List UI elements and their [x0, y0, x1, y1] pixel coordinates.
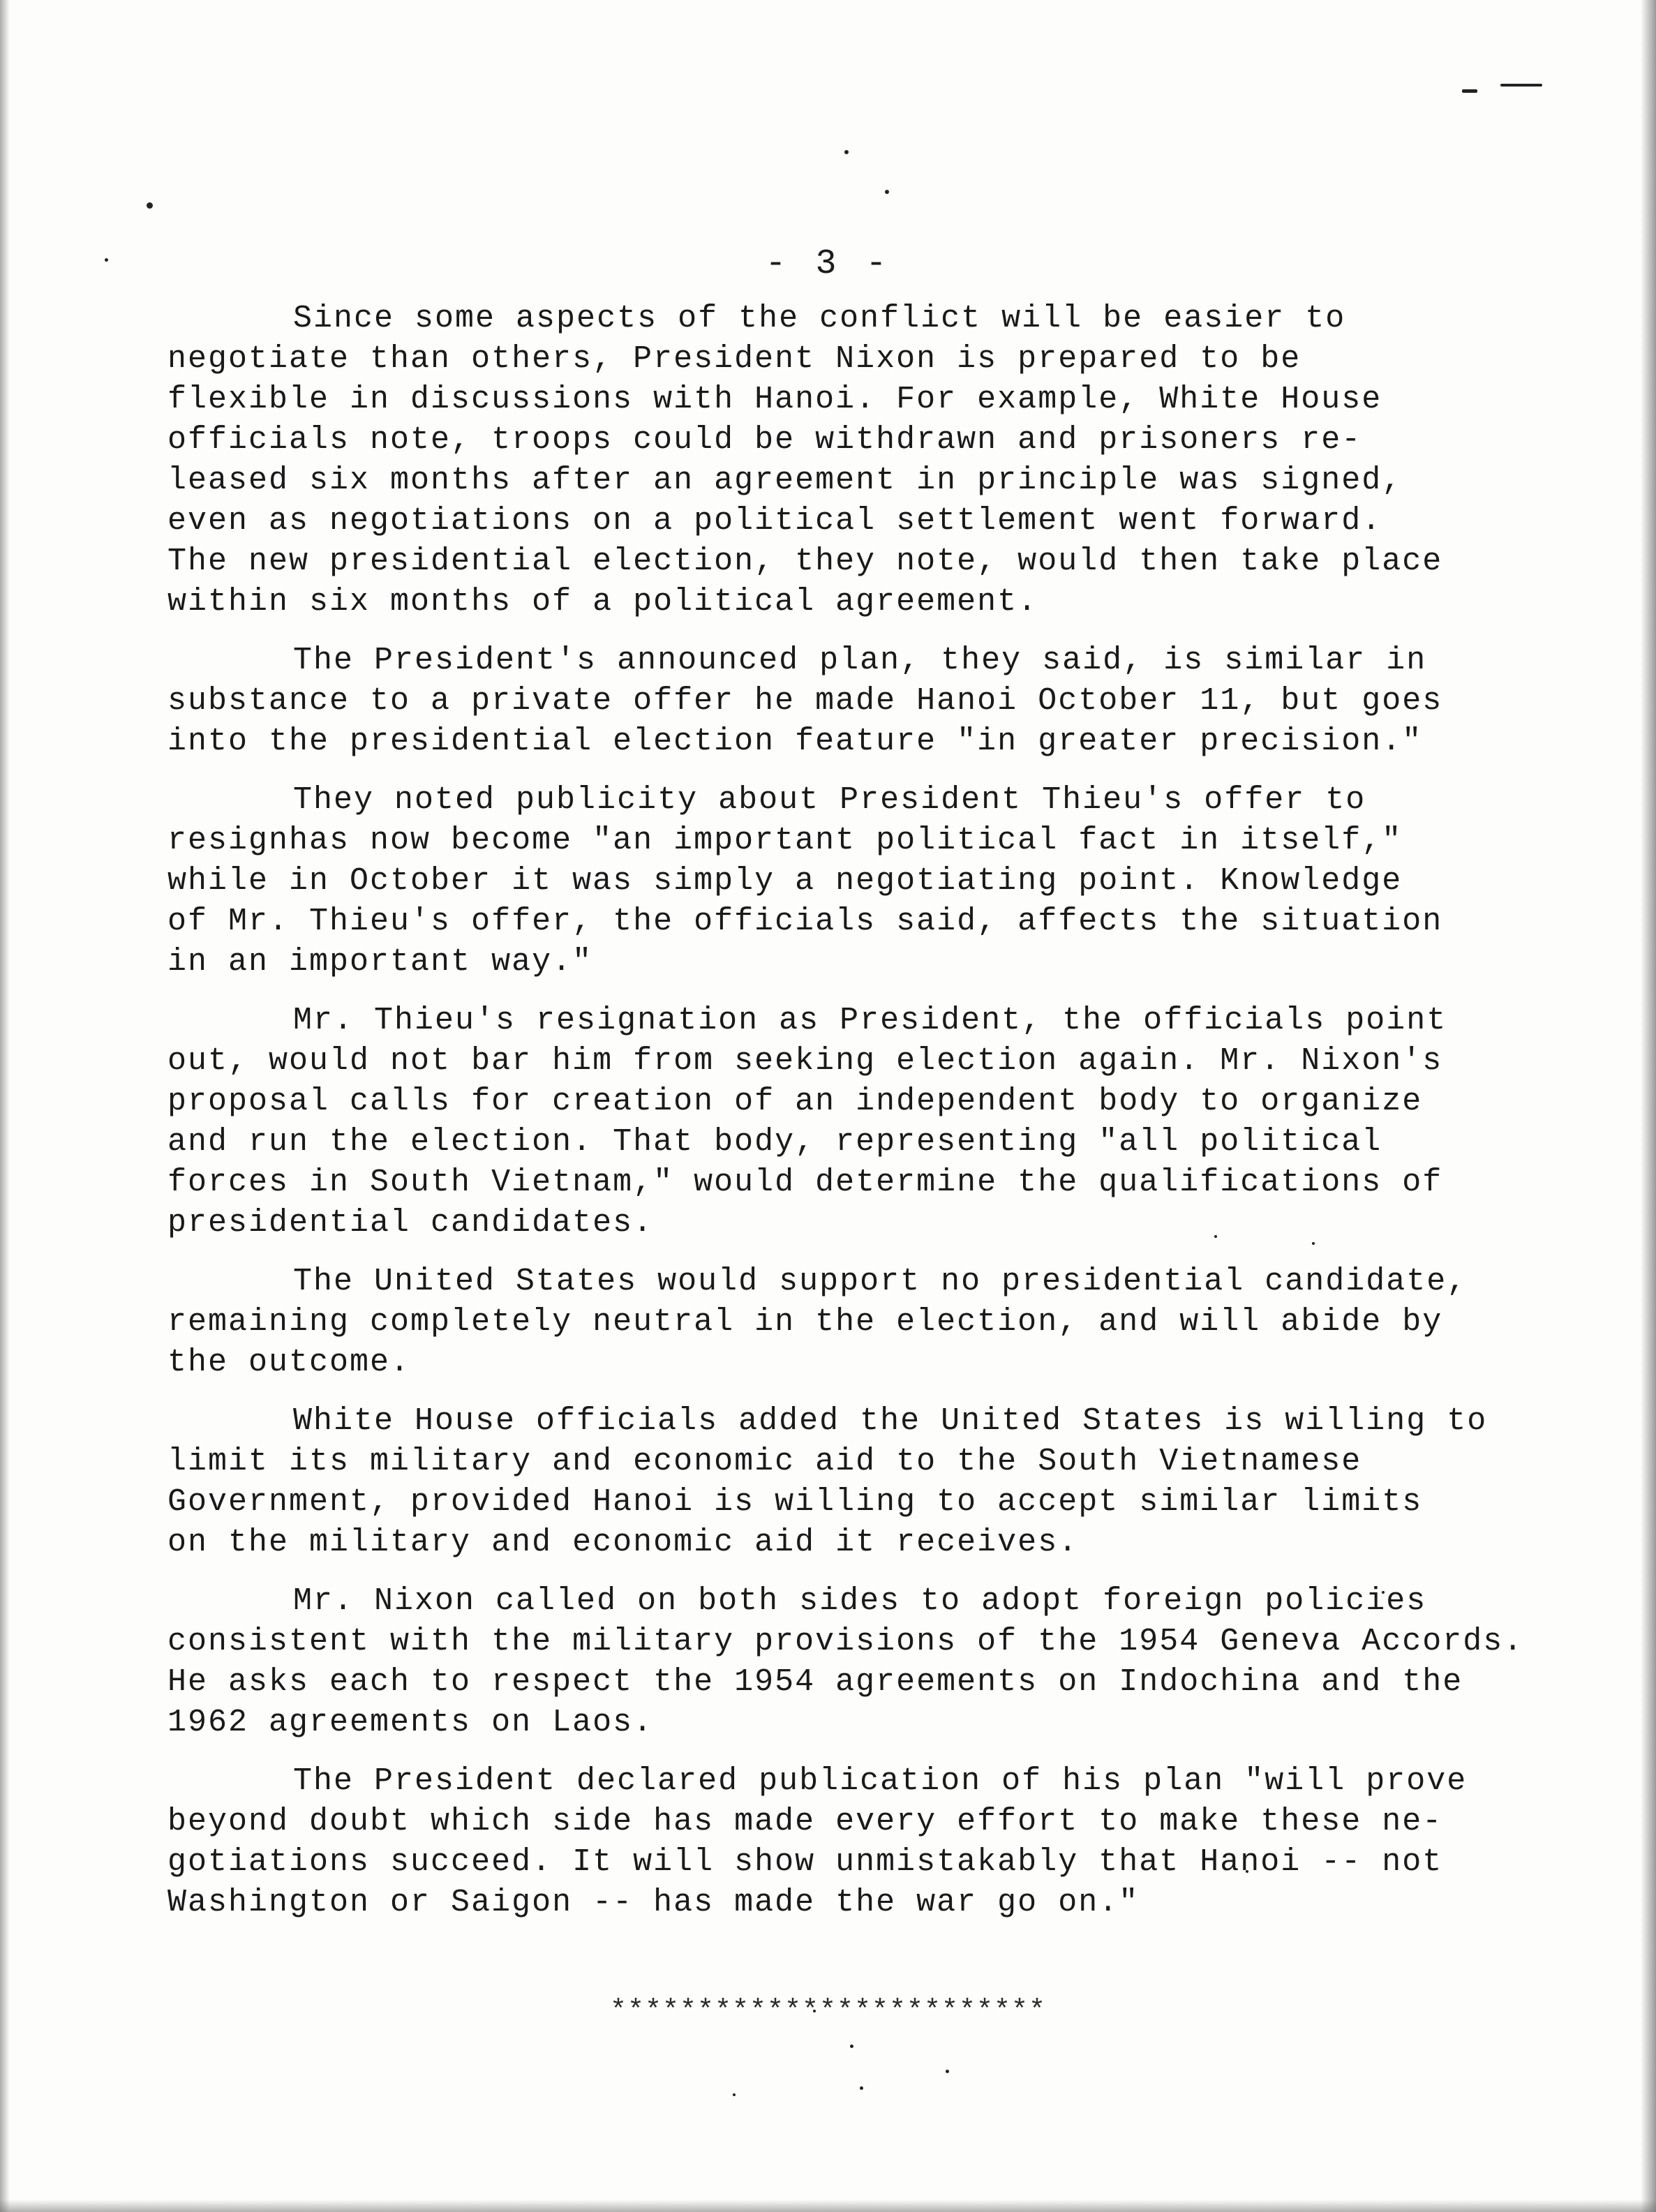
text-line: negotiate than others, President Nixon is prepared to be — [167, 341, 1301, 377]
text-line: beyond doubt which side has made every effort to make these ne- — [167, 1804, 1443, 1839]
text-line: remaining completely neutral in the election, and will abide by — [167, 1304, 1443, 1340]
text-line: resignhas now become "an important political fact in itself," — [167, 823, 1403, 858]
text-line: within six months of a political agreement. — [167, 584, 1038, 620]
text-line: leased six months after an agreement in principle was signed, — [167, 463, 1403, 498]
text-line: gotiations succeed. It will show unmistakably that Hanoi -- not — [167, 1844, 1443, 1880]
text-line: presidential candidates. — [167, 1205, 654, 1241]
paragraph — [167, 1262, 1535, 1383]
scan-speck — [946, 2070, 949, 2073]
paragraph — [167, 299, 1535, 622]
text-line: Government, provided Hanoi is willing to accept similar limits — [167, 1484, 1423, 1520]
scan-edge-right — [1641, 0, 1656, 2212]
text-line: Since some aspects of the conflict will be easier to — [293, 301, 1346, 336]
scan-speck — [885, 190, 889, 194]
text-line: of Mr. Thieu's offer, the officials said, affects the situation — [167, 904, 1443, 939]
text-line: Washington or Saigon -- has made the war go on." — [167, 1885, 1140, 1920]
text-line: limit its military and economic aid to the South Vietnamese — [167, 1444, 1362, 1479]
text-line: out, would not bar him from seeking election again. Mr. Nixon's — [167, 1043, 1443, 1079]
scan-edge-left — [0, 0, 10, 2212]
scan-speck — [1500, 84, 1542, 87]
text-line: They noted publicity about President Thieu's offer to — [293, 782, 1366, 818]
paragraph — [167, 1761, 1535, 1923]
text-line: while in October it was simply a negotiating point. Knowledge — [167, 863, 1403, 899]
text-line: proposal calls for creation of an independent body to organize — [167, 1084, 1423, 1119]
text-line: on the military and economic aid it receives. — [167, 1525, 1079, 1560]
scan-edge-bottom — [0, 2199, 1656, 2212]
text-line: consistent with the military provisions of the 1954 Geneva Accords. — [167, 1624, 1524, 1659]
text-line: into the presidential election feature "in greater precision." — [167, 724, 1423, 759]
page-number: - 3 - — [765, 244, 891, 284]
scan-speck — [733, 2093, 736, 2096]
scan-speck — [1462, 89, 1477, 93]
text-line: He asks each to respect the 1954 agreements on Indochina and the — [167, 1664, 1463, 1700]
text-line: The President's announced plan, they said, is similar in — [293, 643, 1427, 678]
text-line: forces in South Vietnam," would determine the qualifications of — [167, 1165, 1443, 1200]
text-line: White House officials added the United States is willing to — [293, 1403, 1488, 1439]
paragraph — [167, 1581, 1535, 1743]
text-line: flexible in discussions with Hanoi. For example, White House — [167, 382, 1382, 417]
scan-speck — [860, 2086, 863, 2090]
text-line: The President declared publication of his plan "will prove — [293, 1763, 1468, 1799]
text-line: the outcome. — [167, 1345, 411, 1380]
scan-speck — [844, 150, 849, 154]
text-line: 1962 agreements on Laos. — [167, 1705, 654, 1740]
scan-speck — [850, 2045, 853, 2048]
text-line: officials note, troops could be withdrawn and prisoners re- — [167, 422, 1362, 458]
text-line: and run the election. That body, representing "all political — [167, 1124, 1382, 1160]
text-line: Mr. Nixon called on both sides to adopt foreign policies — [293, 1583, 1427, 1619]
text-line: Mr. Thieu's resignation as President, the officials point — [293, 1003, 1447, 1038]
section-separator: ************************* — [609, 1996, 1047, 2027]
paragraph — [167, 1401, 1535, 1563]
text-line: The United States would support no presidential candidate, — [293, 1264, 1468, 1299]
paragraph — [167, 641, 1535, 762]
text-line: in an important way." — [167, 944, 593, 980]
scan-speck — [147, 202, 153, 209]
paragraph — [167, 1001, 1535, 1243]
text-line: substance to a private offer he made Hanoi October 11, but goes — [167, 683, 1443, 719]
text-line: The new presidential election, they note, would then take place — [167, 544, 1443, 579]
article-body — [167, 299, 1535, 1941]
paragraph — [167, 780, 1535, 982]
text-line: even as negotiations on a political settlement went forward. — [167, 503, 1382, 539]
